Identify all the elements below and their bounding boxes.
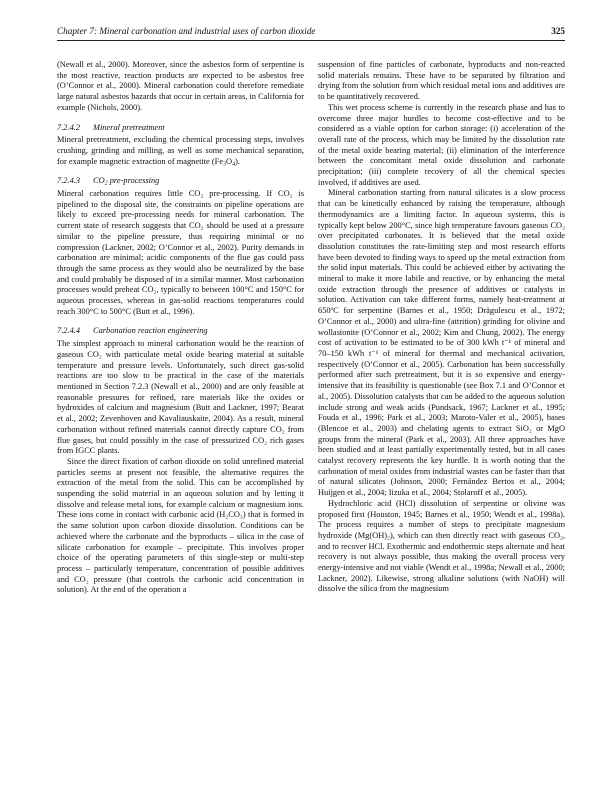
- paragraph: suspension of fine particles of carbonate, byproducts and non-reacted solid materials remains. These have to be separated by filtration and drying from the solution from which residual metal ions and additives are to be quantitatively recovered.: [318, 60, 565, 102]
- page-number: 325: [551, 26, 565, 36]
- paragraph: Since the direct fixation of carbon dioxide on solid unrefined material particles seems at present not feasible, the alternative requires the extraction of the metal from the solid. This can be accomplished by suspending the solid material in an aqueous solution and by letting it dissolve and release metal ions, for example calcium or magnesium ions. These ions come in contact with carbonic acid (H₂CO₃) that is formed in the same solution upon carbon dioxide dissolution. Conditions can be achieved where the carbonate and the byproducts – silica in the case of silicate carbonation for example – precipitate. This involves proper choice of the operating parameters of this single-step or multi-step process – particularly temperature, concentration of possible additives and CO₂ pressure (that controls the carbonic acid concentration in solution). At the end of the operation a: [57, 456, 304, 595]
- chapter-title: Chapter 7: Mineral carbonation and industrial uses of carbon dioxide: [57, 26, 316, 36]
- paragraph: The simplest approach to mineral carbonation would be the reaction of gaseous CO₂ with particulate metal oxide bearing material at suitable temperature and pressure levels. Unfortunately, such direct gas-solid reactions are too slow to be practical in the case of the materials mentioned in Section 7.2.3 (Newall et al., 2000) and are only feasible at reasonable pressures for refined, rare materials like the oxides or hydroxides of calcium and magnesium (Butt and Lackner, 1997; Bearat et al., 2002; Zevenhoven and Kavaliauskaite, 2004). As a result, mineral carbonation without refined materials cannot directly capture CO₂ from flue gases, but could possibly in the case of pressurized CO₂ rich gases from IGCC plants.: [57, 339, 304, 456]
- paragraph: Mineral carbonation requires little CO₂ pre-processing. If CO₂ is pipelined to the disposal site, the constraints on pipeline operations are likely to exceed pre-processing needs for mineral carbonation. The current state of research suggests that CO₂ should be used at a pressure similar to the pipeline pressure, thus requiring minimal or no compression (Lackner, 2002; O’Connor et al., 2002). Purity demands in carbonation are minimal; acidic components of the flue gas could pass through the same process as they would also be neutralized by the base and could probably be disposed of in a similar manner. Most carbonation processes would preheat CO₂, typically to between 100°C and 150°C for aqueous processes, whereas in gas-solid reactions temperatures could reach 300°C to 500°C (Butt et al., 1996).: [57, 189, 304, 316]
- section-number: 7.2.4.4: [57, 326, 81, 336]
- paragraph: This wet process scheme is currently in the research phase and has to overcome three major hurdles to become cost-effective and to be considered as a viable option for carbon storage: (i) acceleration of the overall rate of the process, which may be limited by the dissolution rate of the metal oxide bearing material; (ii) elimination of the interference between the concomitant metal oxide dissolution and carbonate precipitation; (iii) complete recovery of all the chemical species involved, if additives are used.: [318, 102, 565, 187]
- left-column: [57, 60, 304, 596]
- section-heading: [57, 176, 304, 187]
- running-header: [57, 26, 565, 41]
- section-number: 7.2.4.3: [57, 176, 81, 186]
- paragraph: (Newall et al., 2000). Moreover, since the asbestos form of serpentine is the most reactive, reaction products are expected to be asbestos free (O’Connor et al., 2000). Mineral carbonation could therefore remediate large natural asbestos hazards that occur in certain areas, in California for example (Nichols, 2000).: [57, 60, 304, 112]
- paragraph: Hydrochloric acid (HCl) dissolution of serpentine or olivine was proposed first (Houston, 1945; Barnes et al., 1950; Wendt et al., 1998a). The process requires a number of steps to precipitate magnesium hydroxide (Mg(OH)₂), which can then directly react with gaseous CO₂, and to recover HCl. Exothermic and endothermic steps alternate and heat recovery is not always possible, thus making the overall process very energy-intensive and not viable (Wendt et al., 1998a; Newall et al., 2000; Lackner, 2002). Likewise, strong alkaline solutions (with NaOH) will dissolve the silica from the magnesium: [318, 498, 565, 594]
- paragraph: Mineral carbonation starting from natural silicates is a slow process that can be kinetically enhanced by raising the temperature, although thermodynamics are a limiting factor. In aqueous systems, this is typically kept below 200°C, since high temperature favours gaseous CO₂ over precipitated carbonates. It is believed that the metal oxide dissolution constitutes the rate-limiting step and most research efforts have been devoted to finding ways to speed up the metal extraction from the solid input materials. This could be achieved either by activating the mineral to make it more labile and reactive, or by enhancing the metal oxide extraction through the presence of additives or catalysts in solution. Activation can take different forms, namely heat-treatment at 650ºC for serpentine (Barnes et al., 1950; Drägulescu et al., 1972; O’Connor et al., 2000) and ultra-fine (attrition) grinding for olivine and wollastonite (O’Connor et al., 2002; Kim and Chung, 2002). The energy cost of activation to be estimated to be of 300 kWh t⁻¹ of mineral and 70–150 kWh t⁻¹ of mineral for thermal and mechanical activation, respectively (O’Connor et al., 2005). Carbonation has been successfully performed after such pretreatment, but it is so expensive and energy-intensive that its feasibility is questionable (see Box 7.1 and O’Connor et al., 2005). Dissolution catalysts that can be added to the aqueous solution include strong and weak acids (Pundsack, 1967; Lackner et al., 1995; Fouda et al., 1996; Park et al., 2003; Maroto-Valer et al., 2005), bases (Blencoe et al., 2003) and chelating agents to extract SiO₂ or MgO groups from the mineral (Park et al., 2003). All three approaches have been studied and at least partially experimentally tested, but in all cases catalyst recovery represents the key hurdle. It is worth noting that the carbonation of metal oxides from industrial wastes can be faster than that of natural silicates (Johnson, 2000; Fernández Bertos et al., 2004; Huijgen et al., 2004; Iizuka et al., 2004; Stolaroff et al., 2005).: [318, 188, 565, 498]
- section-number: 7.2.4.2: [57, 122, 81, 132]
- section-title: $CO_2$ pre-processing: [93, 176, 160, 187]
- section-heading: [57, 123, 304, 134]
- section-heading: [57, 326, 304, 337]
- section-title: Mineral pretreatment: [93, 122, 165, 132]
- paragraph: Mineral pretreatment, excluding the chemical processing steps, involves crushing, grinding and milling, as well as some mechanical separation, for example magnetic extraction of magnetite $(Fe_3O_4)$.: [57, 135, 304, 168]
- section-title: Carbonation reaction engineering: [93, 326, 208, 336]
- right-column: [318, 60, 565, 595]
